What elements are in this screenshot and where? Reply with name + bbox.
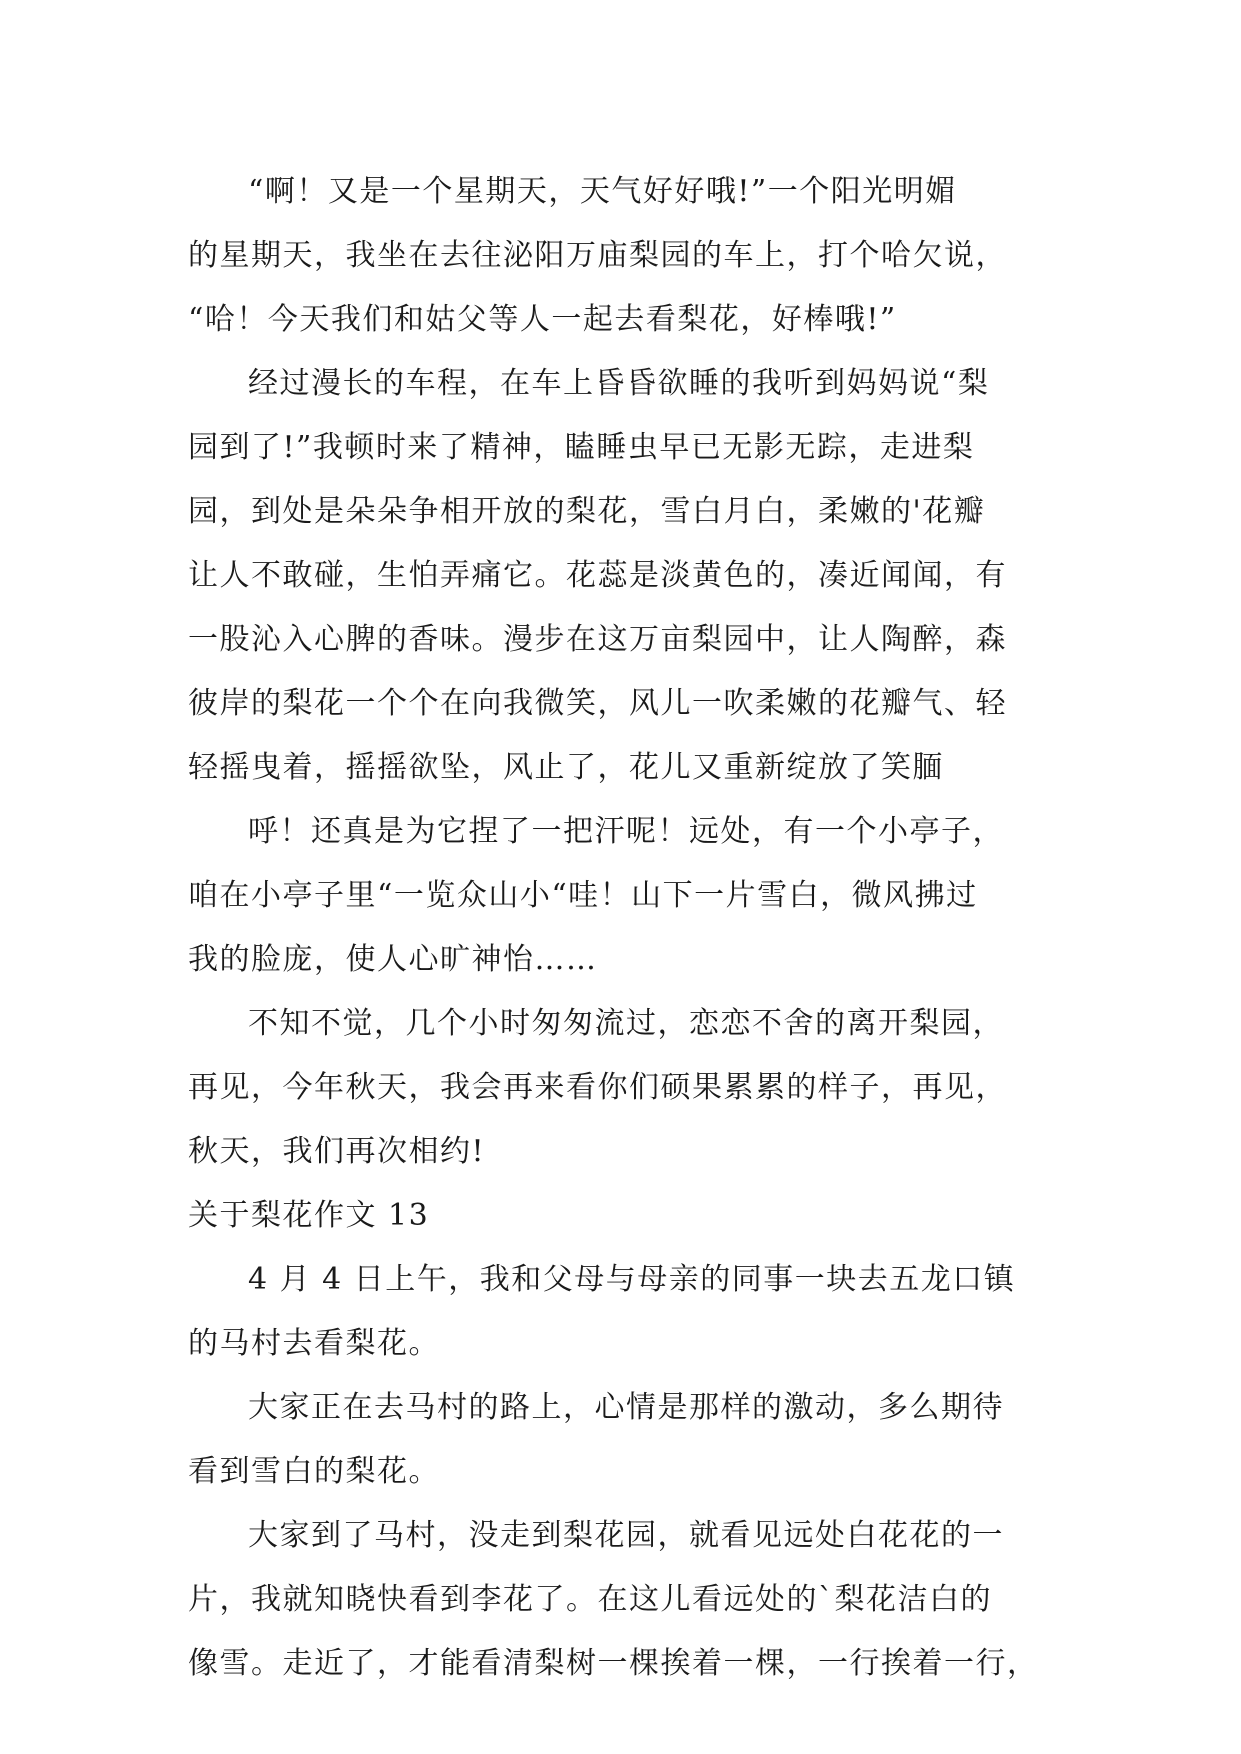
text-line: 园到了!”我顿时来了精神，瞌睡虫早已无影无踪，走进梨: [188, 430, 975, 465]
text-line: 呼！还真是为它捏了一把汗呢！远处，有一个小亭子，: [248, 814, 1004, 849]
text-line: 经过漫长的车程，在车上昏昏欲睡的我听到妈妈说“梨: [248, 366, 990, 401]
text-line: 彼岸的梨花一个个在向我微笑，风儿一吹柔嫩的花瓣气、轻: [188, 686, 1007, 721]
text-line: 咱在小亭子里“一览众山小“哇！山下一片雪白，微风拂过: [188, 878, 978, 913]
text-line: 片，我就知晓快看到李花了。在这儿看远处的`梨花洁白的: [188, 1582, 992, 1617]
text-line: 大家到了马村，没走到梨花园，就看见远处白花花的一: [248, 1518, 1004, 1553]
text-line: “哈！今天我们和姑父等人一起去看梨花，好棒哦!”: [188, 302, 897, 337]
paragraph-7: [188, 1504, 1048, 1696]
paragraph-4: [188, 992, 1048, 1184]
section-heading: 关于梨花作文 13: [188, 1198, 430, 1233]
text-line: “啊！又是一个星期天，天气好好哦!”一个阳光明媚: [248, 174, 957, 209]
text-line: 轻摇曳着，摇摇欲坠，风止了，花儿又重新绽放了笑腼: [188, 750, 944, 785]
paragraph-3: [188, 800, 1048, 992]
text-line: 大家正在去马村的路上，心情是那样的激动，多么期待: [248, 1390, 1004, 1425]
text-line: 像雪。走近了，才能看清梨树一棵挨着一棵，一行挨着一行，: [188, 1646, 1039, 1681]
document-body: [188, 160, 1048, 1696]
paragraph-2: [188, 352, 1048, 800]
text-line: 不知不觉，几个小时匆匆流过，恋恋不舍的离开梨园，: [248, 1006, 1004, 1041]
paragraph-5: [188, 1248, 1048, 1376]
text-line: 再见，今年秋天，我会再来看你们硕果累累的样子，再见，: [188, 1070, 1007, 1105]
text-line: 一股沁入心脾的香味。漫步在这万亩梨园中，让人陶醉，森: [188, 622, 1007, 657]
text-line: 让人不敢碰，生怕弄痛它。花蕊是淡黄色的，凑近闻闻，有: [188, 558, 1007, 593]
text-line: 我的脸庞，使人心旷神怡……: [188, 942, 598, 977]
paragraph-1: [188, 160, 1048, 352]
text-line: 的星期天，我坐在去往泌阳万庙梨园的车上，打个哈欠说，: [188, 238, 1007, 273]
text-line: 的马村去看梨花。: [188, 1326, 440, 1361]
text-line: 4 月 4 日上午，我和父母与母亲的同事一块去五龙口镇: [248, 1262, 1016, 1297]
text-line: 秋天，我们再次相约!: [188, 1134, 486, 1169]
paragraph-6: [188, 1376, 1048, 1504]
text-line: 看到雪白的梨花。: [188, 1454, 440, 1489]
text-line: 园，到处是朵朵争相开放的梨花，雪白月白，柔嫩的'花瓣: [188, 494, 986, 529]
